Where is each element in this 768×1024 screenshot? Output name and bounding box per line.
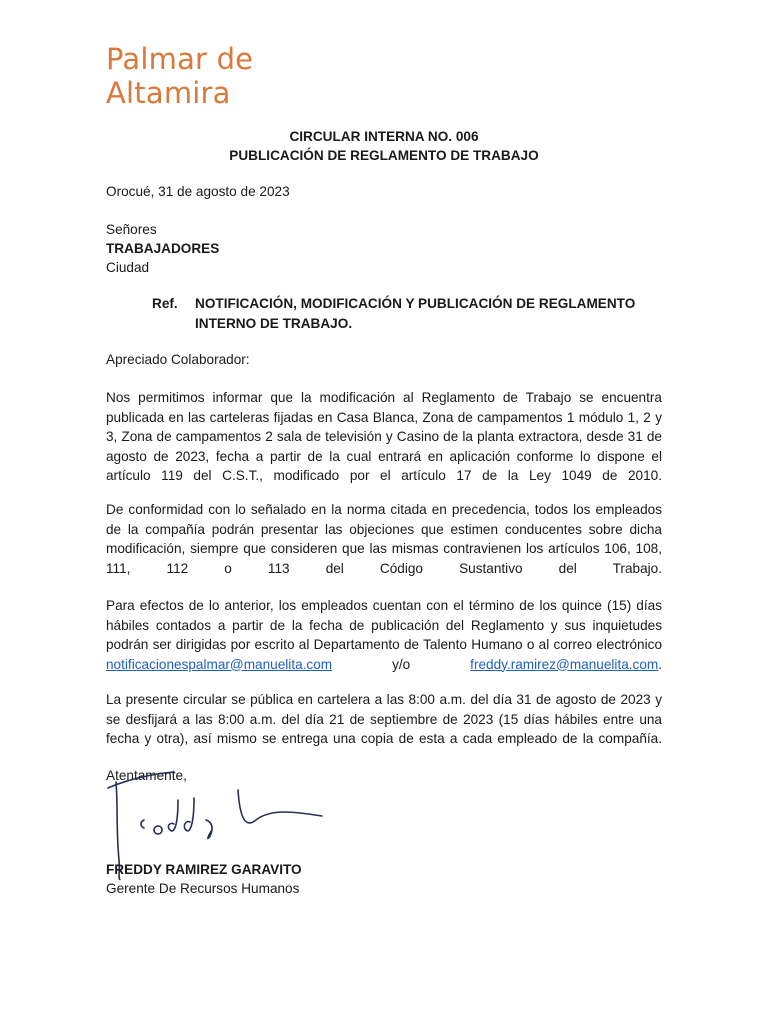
paragraph-term-end: . [658, 656, 663, 672]
recipient-city: Ciudad [106, 260, 150, 275]
paragraph-objections: De conformidad con lo señalado en la norma citada en precedencia, todos los empleados de la compañía podrán presentar las objeciones que estimen conducentes sobre dicha modificación, siempre que consideren que las mismas contravienen los artículos 106, 108, 111, 112 o 113 del Código Sustantivo del Trabajo. [106, 502, 662, 576]
paragraph-term [106, 596, 662, 694]
recipient-name: TRABAJADORES [106, 241, 220, 256]
greeting: Apreciado Colaborador: [106, 352, 250, 367]
company-logo [106, 42, 253, 110]
recipient-salutation: Señores [106, 222, 157, 237]
email-link-freddy[interactable]: freddy.ramirez@manuelita.com [470, 656, 659, 672]
reference-label: Ref. [152, 296, 178, 311]
email-connector: y/o [392, 656, 411, 672]
paragraph-posting: La presente circular se pública en cartelera a las 8:00 a.m. del día 31 de agosto de 2023 y se desfijará a las 8:00 a.m. del día 21 de septiembre de 2023 (15 días hábiles entre una fecha y otra), así mismo se entrega una copia de esta a cada empleado de la compañía. [106, 692, 662, 746]
email-link-notificaciones[interactable]: notificacionespalmar@manuelita.com [106, 656, 333, 672]
signer-name: FREDDY RAMIREZ GARAVITO [106, 862, 302, 877]
paragraph-publication: Nos permitimos informar que la modificación al Reglamento de Trabajo se encuentra publicada en las carteleras fijadas en Casa Blanca, Zona de campamentos 1 módulo 1, 2 y 3, Zona de campamentos 2 sala de televisión y Casino de la planta extractora, desde 31 de agosto de 2023, fecha a partir de la cual entrará en aplicación conforme lo dispone el artículo 119 del C.S.T., modificado por el artículo 17 de la Ley 1049 de 2010. [106, 390, 662, 483]
document-date: Orocué, 31 de agosto de 2023 [106, 184, 290, 199]
circular-number: CIRCULAR INTERNA NO. 006 [289, 129, 479, 144]
logo-line-1: Palmar de [106, 42, 254, 76]
closing: Atentamente, [106, 768, 187, 783]
document-heading [0, 127, 768, 165]
logo-line-2: Altamira [106, 76, 231, 110]
paragraph-term-text: Para efectos de lo anterior, los empleados cuentan con el término de los quince (15) días hábiles contados a partir de la fecha de publicación del Reglamento y sus inquietudes podrán ser dirigidas por escrito al Departamento de Talento Humano o al correo electrónico [106, 598, 662, 652]
reference-text: NOTIFICACIÓN, MODIFICACIÓN Y PUBLICACIÓN DE REGLAMENTO INTERNO DE TRABAJO. [195, 296, 636, 331]
circular-subject: PUBLICACIÓN DE REGLAMENTO DE TRABAJO [229, 148, 539, 163]
signer-title: Gerente De Recursos Humanos [106, 881, 300, 896]
